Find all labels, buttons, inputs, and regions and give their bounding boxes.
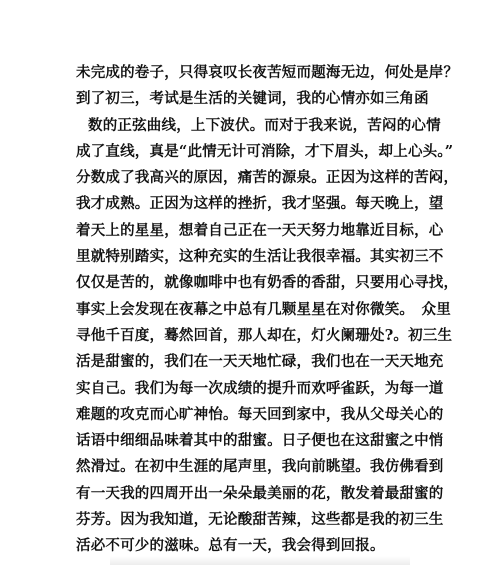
text-line: 活必不可少的滋味。总有一天，我会得到回报。 [76, 537, 385, 555]
text-line: 未完成的卷子，只得哀叹长夜苦短而题海无边，何处是岸？ [76, 64, 459, 81]
text-line: 事实上会发现在夜幕之中总有几颗星星在对你微笑。 众里 [76, 300, 451, 318]
text-line: 里就特别踏实，这种充实的生活让我很幸福。其实初三不 [76, 248, 444, 266]
text-line: 分数成了我高兴的原因，痛苦的源泉。正因为这样的苦闷， [76, 169, 459, 187]
text-line: 数的正弦曲线，上下波伏。而对于我来说，苦闷的心情 [88, 116, 441, 134]
text-line: 我才成熟。正因为这样的挫折，我才坚强。每天晚上，望 [76, 195, 444, 213]
text-line: 话语中细细品味着其中的甜蜜。日子便也在这甜蜜之中悄 [76, 432, 444, 450]
essay-text-block [76, 60, 459, 560]
text-line: 有一天我的四周开出一朵朵最美丽的花，散发着最甜蜜的 [76, 484, 444, 502]
text-line: 实自己。我们为每一次成绩的提升而欢呼雀跃，为每一道 [76, 379, 444, 397]
text-line: 成了直线，真是“此情无计可消除，才下眉头，却上心头。” [76, 142, 454, 160]
text-line: 着天上的星星，想着自己正在一天天努力地靠近目标，心 [76, 221, 444, 239]
page-bottom-edge [110, 556, 410, 565]
text-line: 仅仅是苦的，就像咖啡中也有奶香的香甜，只要用心寻找， [76, 274, 459, 292]
text-line: 到了初三，考试是生活的关键词，我的心情亦如三角函 [76, 90, 429, 108]
text-line: 芬芳。因为我知道，无论酸甜苦辣，这些都是我的初三生 [76, 511, 444, 529]
text-line: 难题的攻克而心旷神怡。每天回到家中，我从父母关心的 [76, 405, 444, 423]
text-line: 寻他千百度，蓦然回首，那人却在，灯火阑珊处?。初三生 [76, 326, 453, 344]
text-line: 然滑过。在初中生涯的尾声里，我向前眺望。我仿佛看到 [76, 458, 444, 476]
text-line: 活是甜蜜的，我们在一天天地忙碌，我们也在一天天地充 [76, 353, 444, 371]
